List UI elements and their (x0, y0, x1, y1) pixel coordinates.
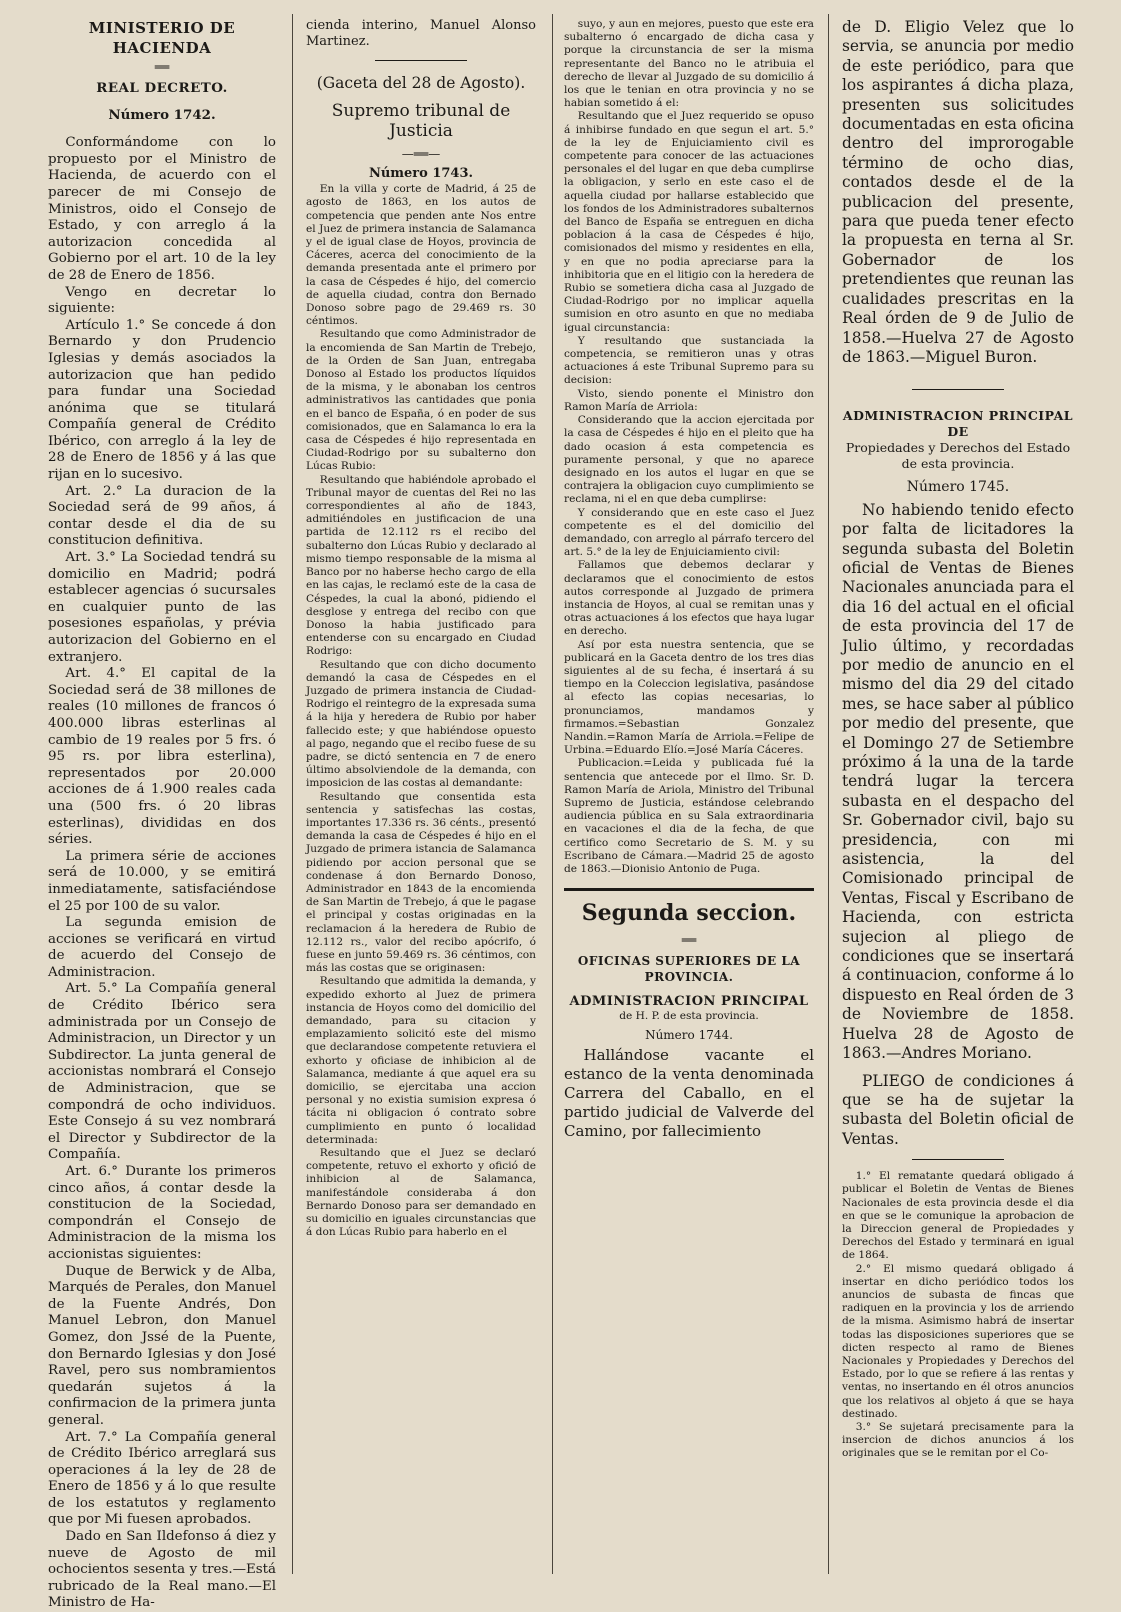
column-4 (842, 18, 1074, 1593)
admin-subheading: Propiedades y Derechos del Estado de esta provincia. (845, 440, 1071, 472)
decree-number: Número 1742. (108, 106, 216, 123)
admin-subheading: de H. P. de esta provincia. (619, 1010, 759, 1023)
admin-number: Número 1745. (906, 479, 1010, 496)
paragraph: Art. 7.° La Compañía general de Crédito Ibérico arreglará sus operaciones á la ley de 28 de Enero de 1856 y á lo que resulte de los estatutos y reglamento que por Mi fuesen aprobados. (48, 1429, 276, 1528)
paragraph: cienda interino, Manuel Alonso Martinez. (306, 18, 536, 49)
admin-number: Número 1744. (645, 1028, 733, 1043)
paragraph: Visto, siendo ponente el Ministro don Ramon María de Arriola: (564, 387, 814, 413)
oficinas-heading: OFICINAS SUPERIORES DE LA PROVINCIA. (577, 954, 801, 985)
divider (564, 888, 814, 891)
paragraph: Y resultando que sustanciada la competencia, se remitieron unas y otras actuaciones á este Tribunal Supremo para su decision: (564, 334, 814, 387)
paragraph: Considerando que la accion ejercitada por la casa de Céspedes é hijo en el pleito que ha dado ocasion á esta competencia es puramente personal, y que no aparece designado en los autos el lugar en que se contrajera la obligacion cuyo cumplimiento se reclama, ni el en que deba cumplirse: (564, 414, 814, 506)
gaceta-note: (Gaceta del 28 de Agosto). (316, 74, 526, 92)
paragraph: Conformándome con lo propuesto por el Ministro de Hacienda, de acuerdo con el parecer de mi Consejo de Ministros, oido el Consejo de Estado, y con arreglo á la autorizacion concedida al Gobierno por el art. 10 de la ley de 28 de Enero de 1856. (48, 135, 276, 283)
paragraph: Fallamos que debemos declarar y declaramos que el conocimiento de estos autos corresponde al Juzgado de primera instancia de Hoyos, al cual se remitan unas y otras actuaciones á los efectos que haya lugar en derecho. (564, 559, 814, 638)
divider: ══ (154, 60, 170, 74)
divider: —══— (401, 147, 441, 161)
spacer (842, 1064, 1074, 1072)
condition-item: 3.° Se sujetará precisamente para la insercion de dichos anuncios á los originales que se le remitan por el Co- (842, 1420, 1074, 1460)
paragraph: Art. 3.° La Sociedad tendrá su domicilio en Madrid; podrá establecer agencias ó sucursales en cualquier punto de las posesiones españolas, y prévia autorizacion del Gobierno en el extranjero. (48, 550, 276, 665)
column-1 (48, 18, 276, 1611)
paragraph: La primera série de acciones será de 10.000, y se emitirá inmediatamente, satisfaciéndose el 25 por 100 de su valor. (48, 848, 276, 914)
admin-heading: ADMINISTRACION PRINCIPAL DE (842, 408, 1074, 440)
paragraph: Resultando que consentida esta sentencia y satisfechas las costas, importantes 17.336 rs. 36 cénts., presentó demanda la casa de Céspedes é hijo en el Juzgado de primera istancia de Salamanca pidiendo por accion personal que se condenase á don Bernardo Donoso, Administrador en 1843 de la encomienda de San Martin de Trebejo, á que le pagase el principal y costas originadas en la reclamacion á la heredera de Rubio de 12.112 rs., valor del recibo apócrifo, ó fuese en junto 59.469 rs. 36 céntimos, con más las costas que se originasen: (306, 790, 536, 975)
paragraph: No habiendo tenido efecto por falta de licitadores la segunda subasta del Boletin oficial de Ventas de Bienes Nacionales anunciada para el dia 16 del actual en el oficial de esta provincia del 17 de Julio último, y recordadas por medio de anuncio en el mismo del dia 29 del citado mes, se hace saber al público por medio del presente, que el Domingo 27 de Setiembre próximo á la una de la tarde tendrá lugar la tercera subasta en el despacho del Sr. Gobernador civil, bajo su presidencia, con mi asistencia, la del Comisionado principal de Ventas, Fiscal y Escribano de Hacienda, con estricta sujecion al pliego de condiciones que se insertará á continuacion, conforme á lo dispuesto en Real órden de 3 de Noviembre de 1858. Huelva 28 de Agosto de 1863.—Andres Moriano. (842, 500, 1074, 1063)
condition-item: 1.° El rematante quedará obligado á publicar el Boletin de Ventas de Bienes Nacionales de esta provincia desde el dia en que se le comunique la aprobacion de la Direccion general de Propiedades y Derechos del Estado y terminará en igual de 1864. (842, 1170, 1074, 1262)
paragraph: Publicacion.=Leida y publicada fué la sentencia que antecede por el Ilmo. Sr. D. Ramon María de Ariola, Ministro del Tribunal Supremo de Justicia, estándose celebrando audiencia pública en su Sala extraordinaria en vacaciones el dia de la fecha, de que certifico como Secretario de S. M. y su Escribano de Cámara.—Madrid 25 de agosto de 1863.—Dionisio Antonio de Puga. (564, 757, 814, 875)
tribunal-number: Número 1743. (368, 166, 474, 181)
column-3 (564, 18, 814, 1593)
paragraph: Duque de Berwick y de Alba, Marqués de Perales, don Manuel de la Fuente Andrés, Don Manuel Lebron, don Manuel Gomez, don Jssé de la Puente, don Bernardo Iglesias y don José Ravel, pero sus nombramientos quedarán sujetos á la confirmacion de la primera junta general. (48, 1263, 276, 1428)
divider (912, 1159, 1005, 1160)
decree-heading: REAL DECRETO. (96, 80, 228, 96)
paragraph: Y considerando que en este caso el Juez competente es el del domicilio del demandado, con arreglo al párrafo tercero del art. 5.° de la ley de Enjuiciamiento civil: (564, 506, 814, 559)
paragraph: Art. 5.° La Compañía general de Crédito Ibérico sera administrada por un Consejo de Administracion, un Director y un Subdirector. La junta general de accionistas nombrará el Consejo de Administracion, que se compondrá de ocho individuos. Este Consejo á su vez nombrará el Director y Subdirector de la Compañía. (48, 981, 276, 1163)
paragraph: suyo, y aun en mejores, puesto que este era subalterno ó encargado de dicha casa y porque la circunstancia de ser la misma representante del Banco no le atribuia el derecho de llevar al Juzgado de su domicilio á los que le tenian en otra provincia y no se habian sometido á el: (564, 18, 814, 110)
column-rule (828, 14, 829, 1574)
divider (912, 389, 1005, 390)
admin-heading: ADMINISTRACION PRINCIPAL (569, 994, 809, 1010)
paragraph: En la villa y corte de Madrid, á 25 de agosto de 1863, en los autos de competencia que penden ante Nos entre el Juez de primera instancia de Salamanca y el de igual clase de Hoyos, provincia de Cáceres, acerca del conocimiento de la demanda presentada ante el primero por la casa de Céspedes é hijo, del comercio de aquella ciudad, contra don Bernado Donoso sobre pago de 29.469 rs. 30 céntimos. (306, 183, 536, 328)
paragraph: de D. Eligio Velez que lo servia, se anuncia por medio de este periódico, para que los aspirantes á dicha plaza, presenten sus solicitudes documentadas en esta oficina dentro del improrogable término de ocho dias, contados desde el de la publicacion del presente, para que pueda tener efecto la propuesta en terna al Sr. Gobernador de los pretendientes que reunan las cualidades prescritas en la Real órden de 9 de Julio de 1858.—Huelva 27 de Agosto de 1863.—Miguel Buron. (842, 18, 1074, 366)
paragraph: Resultando que con dicho documento demandó la casa de Céspedes en el Juzgado de primera instancia de Ciudad-Rodrigo el reintegro de la expresada suma á la hija y heredera de Rubio por haber fallecido este; y que habiéndose opuesto al pago, negando que el recibo fuese de su padre, se dictó sentencia en 7 de enero último absolviendole de la demanda, con imposicion de las costas al demandante: (306, 658, 536, 790)
paragraph: Art. 6.° Durante los primeros cinco años, á contar desde la constitucion de la Sociedad, compondrán el Consejo de Administracion de la misma los accionistas siguientes: (48, 1164, 276, 1262)
paragraph: Resultando que como Administrador de la encomienda de San Martin de Trebejo, de la Orden de San Juan, entregaba Donoso al Estado los productos líquidos de la misma, y le abonaban los centros administrativos las cantidades que ponia en el banco de España, ó en poder de sus comisionados, que en Salamanca lo era la casa de Céspedes é hijo representada en Ciudad-Rodrigo por su subalterno don Lúcas Rubio: (306, 328, 536, 473)
column-rule (292, 14, 293, 1574)
paragraph: Resultando que el Juez se declaró competente, retuvo el exhorto y ofició de inhibicion al de Salamanca, manifestándole consideraba á don Bernardo Donoso para ser demandado en su domicilio en iguales circunstancias que á don Lúcas Rubio para haberlo en el (306, 1147, 536, 1239)
column-rule (552, 14, 553, 1574)
paragraph: La segunda emision de acciones se verificará en virtud de acuerdo del Consejo de Administracion. (48, 915, 276, 980)
paragraph: Art. 4.° El capital de la Sociedad será de 38 millones de reales (10 millones de francos ó 400.000 libras esterlinas al cambio de 19 reales por 5 frs. ó 95 rs. por libra esterlina), representados por 20.000 acciones de á 1.900 reales cada una (500 frs. ó 20 libras esterlinas), divididas en dos séries. (48, 666, 276, 848)
paragraph: Resultando que admitida la demanda, y expedido exhorto al Juez de primera instancia de Hoyos como del domicilio del demandado, para su citacion y emplazamiento solicitó este del mismo que declarandose competente retuviera el exhorto y oficiase de inhibicion al de Salamanca, mediante á que aquel era su domicilio, se ejercitaba una accion personal y no existia sumision expresa ó tácita ni obligacion ó contrato sobre cumplimiento en punto ó localidad determinada: (306, 975, 536, 1146)
divider (375, 60, 467, 61)
section-heading: Segunda seccion. (581, 900, 797, 927)
paragraph: Hallándose vacante el estanco de la venta denominada Carrera del Caballo, en el partido judicial de Valverde del Camino, por fallecimiento (564, 1045, 814, 1140)
column-2 (306, 18, 536, 1593)
paragraph: Artículo 1.° Se concede á don Bernardo y don Prudencio Iglesias y demás asociados la autorizacion que han pedido para fundar una Sociedad anónima que se titulará Compañía general de Crédito Ibérico, con arreglo á la ley de 28 de Enero de 1856 y á las que rijan en lo sucesivo. (48, 317, 276, 483)
paragraph: Así por esta nuestra sentencia, que se publicará en la Gaceta dentro de los tres dias siguientes al de su fecha, é insertará á su tiempo en la Coleccion legislativa, pasándose al efecto las copias necesarias, lo pronunciamos, mandamos y firmamos.=Sebastian Gonzalez Nandin.=Ramon María de Arriola.=Felipe de Urbina.=Eduardo Elío.=José María Cáceres. (564, 638, 814, 757)
divider: ══ (681, 933, 697, 948)
paragraph: Vengo en decretar lo siguiente: (48, 284, 276, 317)
paragraph: Art. 2.° La duracion de la Sociedad será de 99 años, á contar desde el dia de su constitucion definitiva. (48, 483, 276, 549)
paragraph: Resultando que el Juez requerido se opuso á inhibirse fundado en que segun el art. 5.° de la ley de Enjuiciamiento civil es competente para conocer de las actuaciones personales el del lugar en que deba cumplirse la obligacion, y serlo en este caso el de aquella ciudad por hallarse establecido que los fondos de los Administradores subalternos del Banco de España se entreguen en dicha poblacion á la casa de Céspedes é hijo, comisionados del mismo y residentes en ella, y en que no podia apreciarse para la inhibitoria que en el litigio con la heredera de Rubio se sometiera dicha casa al Juzgado de Ciudad-Rodrigo por no implicar aquella sumision en otro asunto en que no mediaba igual circunstancia: (564, 110, 814, 334)
pliego-heading: PLIEGO de condiciones á que se ha de sujetar la subasta del Boletin oficial de Ventas. (842, 1071, 1074, 1148)
condition-item: 2.° El mismo quedará obligado á insertar en dicho periódico todos los anuncios de subasta de fincas que radiquen en la provincia y los de arriendo de la misma. Asimismo habrá de insertar todas las disposiciones superiores que se dicten respecto al ramo de Bienes Nacionales y Propiedades y Derechos del Estado, por lo que se refiere á las rentas y ventas, no insertando en él otros anuncios que los relativos al objeto á que se haya destinado. (842, 1262, 1074, 1420)
tribunal-heading: Supremo tribunal de Justicia (331, 101, 511, 141)
ministry-heading: MINISTERIO DE HACIENDA (88, 19, 236, 57)
paragraph: Resultando que habiéndole aprobado el Tribunal mayor de cuentas del Rei no las correspondientes al año de 1843, admitiéndoles en justificacion de una partida de 12.112 rs el recibo del subalterno don Lúcas Rubio y declarado al mismo tiempo responsable de la misma al Banco por no haberse hecho cargo de ella en las cajas, le reclamó este de la casa de Céspedes, la cual la abonó, pidiendo el desglose y entrega del recibo con que Donoso la habia justificado para entenderse con su encargado en Ciudad Rodrigo: (306, 473, 536, 658)
paragraph: Dado en San Ildefonso á diez y nueve de Agosto de mil ochocientos sesenta y tres.—Está rubricado de la Real mano.—El Ministro de Ha- (48, 1529, 276, 1611)
